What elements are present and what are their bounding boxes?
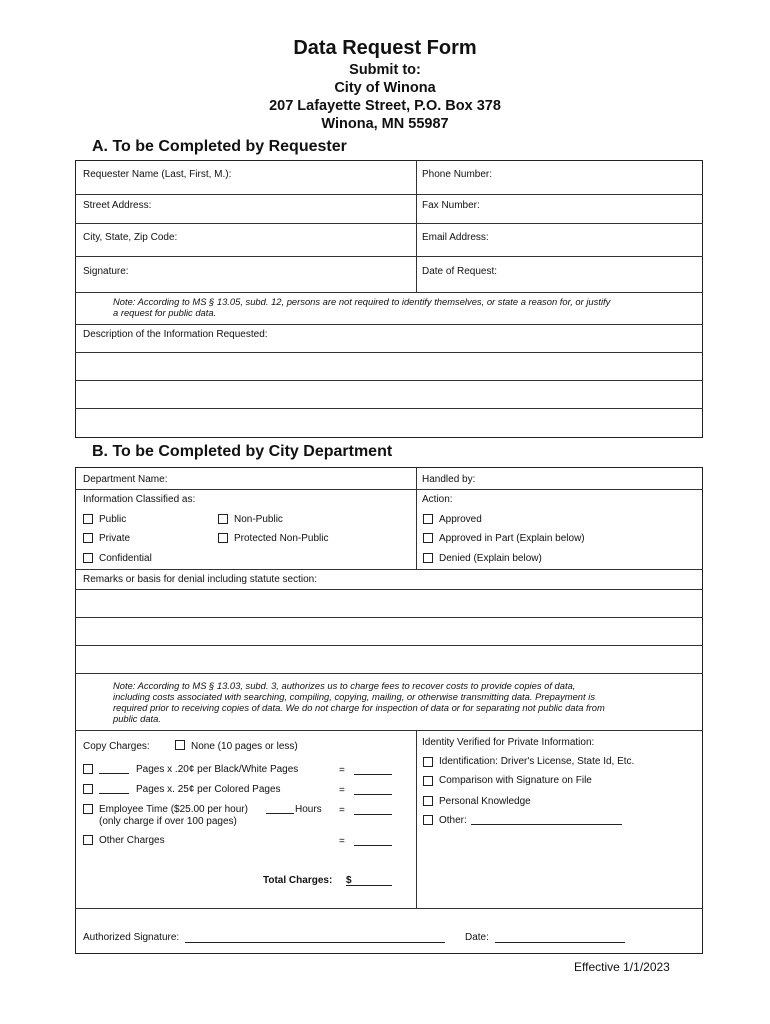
row-line xyxy=(75,194,703,195)
color-pages-equals: = xyxy=(339,785,345,796)
row-line xyxy=(75,223,703,224)
none-label: None (10 pages or less) xyxy=(191,741,298,752)
info-classified-label: Information Classified as: xyxy=(83,494,196,505)
approved-label: Approved xyxy=(439,514,482,525)
fee-note-line2: including costs associated with searching, compiling, copying, mailing, or otherwise transmitting data. Prepayment is xyxy=(113,691,596,702)
date-of-request-field[interactable]: Date of Request: xyxy=(422,266,498,277)
personal-knowledge-checkbox[interactable] xyxy=(423,796,433,806)
total-charges-line[interactable] xyxy=(346,885,392,886)
confidential-label: Confidential xyxy=(99,553,152,564)
private-label: Private xyxy=(99,533,131,544)
total-charges-label: Total Charges: xyxy=(263,875,333,886)
requester-note-line1: Note: According to MS § 13.05, subd. 12, persons are not required to identify themselves, or state a reason for, or justify xyxy=(113,296,611,307)
authorized-signature-line[interactable] xyxy=(185,942,445,943)
row-line xyxy=(75,673,703,674)
other-charges-equals: = xyxy=(339,836,345,847)
color-pages-checkbox[interactable] xyxy=(83,784,93,794)
section-b-divider-bottom xyxy=(416,730,417,908)
bw-pages-amount-line[interactable] xyxy=(354,774,392,775)
section-b-divider-top xyxy=(416,467,417,569)
protected-non-public-label: Protected Non-Public xyxy=(234,533,329,544)
other-charges-checkbox[interactable] xyxy=(83,835,93,845)
hours-line[interactable] xyxy=(266,813,294,814)
protected-non-public-checkbox[interactable] xyxy=(218,533,228,543)
hours-label: Hours xyxy=(295,804,322,815)
employee-time-label: Employee Time ($25.00 per hour) xyxy=(99,804,248,815)
fax-number-field[interactable]: Fax Number: xyxy=(422,200,480,211)
row-line xyxy=(75,569,703,570)
confidential-checkbox[interactable] xyxy=(83,553,93,563)
color-pages-label: Pages x. 25¢ per Colored Pages xyxy=(136,784,281,795)
identification-label: Identification: Driver's License, State Id, Etc. xyxy=(439,756,635,767)
private-checkbox[interactable] xyxy=(83,533,93,543)
total-dollar-sign: $ xyxy=(346,875,352,886)
public-label: Public xyxy=(99,514,127,525)
date-line[interactable] xyxy=(495,942,625,943)
submit-street: 207 Lafayette Street, P.O. Box 378 xyxy=(269,98,501,114)
remarks-label: Remarks or basis for denial including statute section: xyxy=(83,574,318,585)
denied-checkbox[interactable] xyxy=(423,553,433,563)
remarks-input-area[interactable] xyxy=(77,590,701,672)
handled-by-field[interactable]: Handled by: xyxy=(422,474,476,485)
row-line xyxy=(75,908,703,909)
approved-in-part-checkbox[interactable] xyxy=(423,533,433,543)
employee-time-note: (only charge if over 100 pages) xyxy=(99,816,237,827)
approved-checkbox[interactable] xyxy=(423,514,433,524)
employee-time-equals: = xyxy=(339,805,345,816)
approved-in-part-label: Approved in Part (Explain below) xyxy=(439,533,585,544)
denied-label: Denied (Explain below) xyxy=(439,553,542,564)
non-public-checkbox[interactable] xyxy=(218,514,228,524)
date-label: Date: xyxy=(465,932,489,943)
non-public-label: Non-Public xyxy=(234,514,283,525)
description-label: Description of the Information Requested: xyxy=(83,329,268,340)
submit-city: City of Winona xyxy=(334,80,436,96)
requester-note-line2: a request for public data. xyxy=(113,307,217,318)
description-input-area[interactable] xyxy=(77,353,701,436)
other-charges-amount-line[interactable] xyxy=(354,845,392,846)
street-address-field[interactable]: Street Address: xyxy=(83,200,152,211)
color-pages-amount-line[interactable] xyxy=(354,794,392,795)
signature-field[interactable]: Signature: xyxy=(83,266,129,277)
bw-pages-count-line[interactable] xyxy=(99,773,129,774)
personal-knowledge-label: Personal Knowledge xyxy=(439,796,531,807)
section-a-divider xyxy=(416,160,417,293)
section-b-heading: B. To be Completed by City Department xyxy=(92,443,393,460)
bw-pages-label: Pages x .20¢ per Black/White Pages xyxy=(136,764,299,775)
identification-checkbox[interactable] xyxy=(423,757,433,767)
other-charges-label: Other Charges xyxy=(99,835,165,846)
email-address-field[interactable]: Email Address: xyxy=(422,232,489,243)
row-line xyxy=(75,489,703,490)
color-pages-count-line[interactable] xyxy=(99,793,129,794)
submit-city-state-zip: Winona, MN 55987 xyxy=(321,116,449,132)
row-line xyxy=(75,324,703,325)
copy-charges-label: Copy Charges: xyxy=(83,741,150,752)
form-title: Data Request Form xyxy=(293,37,477,59)
other-identity-checkbox[interactable] xyxy=(423,815,433,825)
fee-note-line1: Note: According to MS § 13.03, subd. 3, authorizes us to charge fees to recover costs to provide copies of data, xyxy=(113,680,576,691)
row-line xyxy=(75,730,703,731)
section-a-heading: A. To be Completed by Requester xyxy=(92,138,347,155)
submit-to-label: Submit to: xyxy=(349,62,421,78)
effective-date: Effective 1/1/2023 xyxy=(574,960,670,974)
action-label: Action: xyxy=(422,494,453,505)
row-line xyxy=(75,292,703,293)
public-checkbox[interactable] xyxy=(83,514,93,524)
fee-note-line4: public data. xyxy=(113,713,161,724)
requester-name-field[interactable]: Requester Name (Last, First, M.): xyxy=(83,169,232,180)
other-identity-line[interactable] xyxy=(471,824,622,825)
phone-number-field[interactable]: Phone Number: xyxy=(422,169,493,180)
comparison-label: Comparison with Signature on File xyxy=(439,775,592,786)
department-name-field[interactable]: Department Name: xyxy=(83,474,168,485)
bw-pages-equals: = xyxy=(339,765,345,776)
authorized-signature-label: Authorized Signature: xyxy=(83,932,180,943)
row-line xyxy=(75,256,703,257)
identity-verified-label: Identity Verified for Private Information: xyxy=(422,737,595,748)
bw-pages-checkbox[interactable] xyxy=(83,764,93,774)
none-checkbox[interactable] xyxy=(175,740,185,750)
city-state-zip-field[interactable]: City, State, Zip Code: xyxy=(83,232,178,243)
employee-time-amount-line[interactable] xyxy=(354,814,392,815)
employee-time-checkbox[interactable] xyxy=(83,804,93,814)
comparison-checkbox[interactable] xyxy=(423,776,433,786)
other-identity-label: Other: xyxy=(439,815,467,826)
fee-note-line3: required prior to receiving copies of data. We do not charge for inspection of data or for separating not public data from xyxy=(113,702,605,713)
